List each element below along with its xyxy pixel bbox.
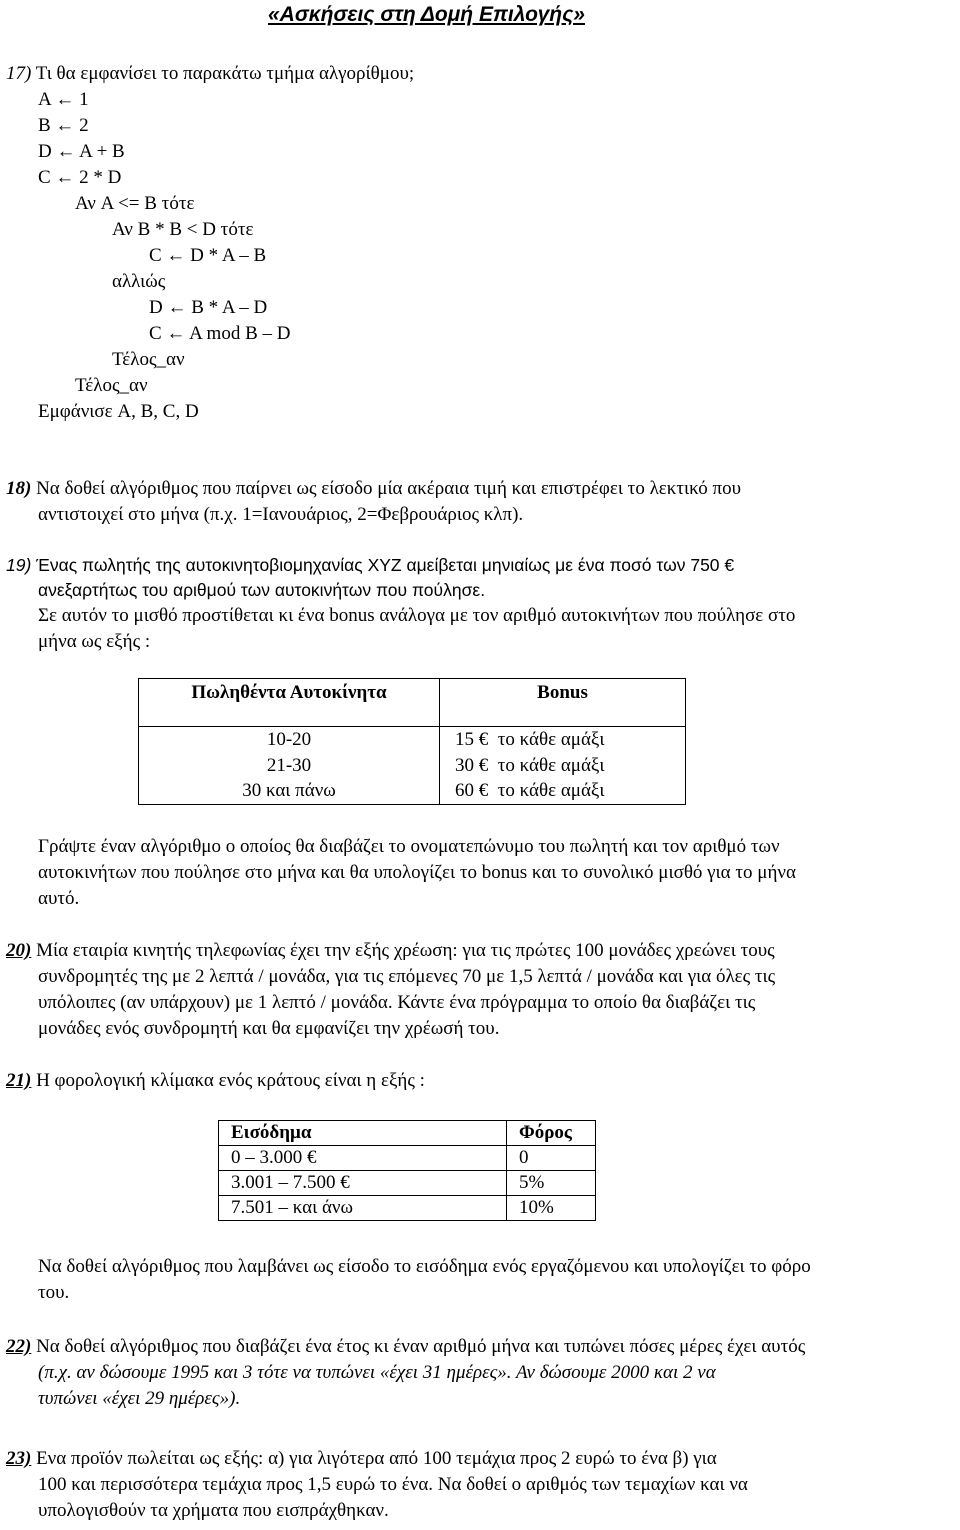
exercise-23-text-3: υπολογισθούν τα χρήματα που εισπράχθηκαν. — [38, 1500, 389, 1521]
bonus-table-cell — [440, 727, 686, 753]
code-line-5: Αν A <= B τότε — [75, 193, 195, 214]
bonus-table — [138, 678, 686, 805]
exercise-20-text-3: υπόλοιπες (αν υπάρχουν) με 1 λεπτό / μονάδα. Κάντε ένα πρόγραμμα το οποίο θα διαβάζει τις — [38, 992, 756, 1013]
exercise-19-text-3: Σε αυτόν το μισθό προστίθεται κι ένα bonus ανάλογα με τον αριθμό αυτοκινήτων που πούλησε στο — [38, 605, 796, 626]
exercise-19-after-1: Γράψτε έναν αλγόριθμο ο οποίος θα διαβάζει το ονοματεπώνυμο του πωλητή και τον αριθμό των — [38, 836, 780, 857]
exercise-21-number: 21) — [6, 1070, 32, 1091]
code-line-6: Αν B * B < D τότε — [112, 219, 254, 240]
tax-table-header-tax: Φόρος — [507, 1121, 596, 1146]
exercise-18-line-1 — [6, 476, 741, 502]
exercise-17-text: Τι θα εμφανίσει το παρακάτω τμήμα αλγορίθμου; — [35, 63, 415, 84]
code-line-2: B ← 2 — [38, 115, 89, 136]
code-line-12: Τέλος_αν — [75, 375, 148, 396]
page-title: «Ασκήσεις στη Δομή Επιλογής» — [268, 3, 585, 26]
exercise-20-text-1: Μία εταιρία κινητής τηλεφωνίας έχει την εξής χρέωση: για τις πρώτες 100 μονάδες χρεώνει τους — [36, 940, 775, 961]
code-line-7: C ← D * A – B — [149, 245, 267, 266]
tax-table-cell: 7.501 – και άνω — [219, 1196, 507, 1221]
exercise-23-number: 23) — [6, 1448, 32, 1469]
tax-table-header-income: Εισόδημα — [219, 1121, 507, 1146]
exercise-21-after-1: Να δοθεί αλγόριθμος που λαμβάνει ως είσοδο το εισόδημα ενός εργαζόμενου και υπολογίζει το φόρο — [38, 1256, 811, 1277]
exercise-19-line-1 — [6, 552, 734, 578]
exercise-22-text-1: Να δοθεί αλγόριθμος που διαβάζει ένα έτος κι έναν αριθμό μήνα και τυπώνει πόσες μέρες έχει αυτός — [36, 1336, 806, 1357]
exercise-21-after-2: του. — [38, 1282, 70, 1303]
bonus-table-cell: 10-20 — [139, 727, 440, 753]
tax-table-cell: 0 — [507, 1146, 596, 1171]
exercise-19-after-3: αυτό. — [38, 888, 80, 909]
exercise-17-number: 17) — [6, 63, 32, 84]
exercise-19-text-4: μήνα ως εξής : — [38, 631, 151, 652]
code-line-8: αλλιώς — [112, 271, 166, 292]
bonus-table-header-cars: Πωληθέντα Αυτοκίνητα — [139, 679, 440, 727]
exercise-21-text-1: Η φορολογική κλίμακα ενός κράτους είναι η εξής : — [36, 1070, 425, 1091]
code-line-13: Εμφάνισε A, B, C, D — [38, 401, 199, 422]
code-line-3: D ← A + B — [38, 141, 125, 162]
exercise-22-text-2: (π.χ. αν δώσουμε 1995 και 3 τότε να τυπώνει «έχει 31 ημέρες». Αν δώσουμε 2000 και 2 να — [38, 1362, 716, 1383]
code-line-10: C ← A mod B – D — [149, 323, 291, 344]
exercise-17-question — [6, 61, 414, 87]
exercise-23-line-1 — [6, 1446, 717, 1472]
tax-table-cell: 3.001 – 7.500 € — [219, 1171, 507, 1196]
tax-table-cell: 10% — [507, 1196, 596, 1221]
exercise-23-text-1: Ενα προϊόν πωλείται ως εξής: α) για λιγότερα από 100 τεμάχια προς 2 ευρώ το ένα β) για — [36, 1448, 717, 1469]
bonus-unit: το κάθε αμάξι — [497, 754, 605, 776]
exercise-20-number: 20) — [6, 940, 32, 961]
exercise-20-text-4: μονάδες ενός συνδρομητή και θα εμφανίζει την χρέωσή του. — [38, 1018, 500, 1039]
tax-table-cell: 5% — [507, 1171, 596, 1196]
bonus-unit: το κάθε αμάξι — [497, 780, 605, 802]
code-line-11: Τέλος_αν — [112, 349, 185, 370]
bonus-amount: 15 € — [455, 728, 489, 750]
tax-table — [218, 1120, 596, 1221]
bonus-table-header-bonus: Bonus — [440, 679, 686, 727]
exercise-19-text-2: ανεξαρτήτως του αριθμού των αυτοκινήτων που πούλησε. — [38, 580, 486, 600]
exercise-18-number: 18) — [6, 478, 32, 499]
bonus-table-cell: 30 και πάνω — [139, 779, 440, 805]
exercise-18-text-1: Να δοθεί αλγόριθμος που παίρνει ως είσοδο μία ακέραια τιμή και επιστρέφει το λεκτικό που — [36, 478, 741, 499]
exercise-22-line-1 — [6, 1334, 805, 1360]
bonus-table-cell — [440, 779, 686, 805]
code-line-9: D ← B * A – D — [149, 297, 268, 318]
code-line-4: C ← 2 * D — [38, 167, 122, 188]
exercise-22-text-3: τυπώνει «έχει 29 ημέρες»). — [38, 1388, 241, 1409]
exercise-19-after-2: αυτοκινήτων που πούλησε στο μήνα και θα υπολογίζει το bonus και το συνολικό μισθό για το μήνα — [38, 862, 796, 883]
tax-table-cell: 0 – 3.000 € — [219, 1146, 507, 1171]
bonus-amount: 60 € — [455, 780, 489, 802]
bonus-table-cell — [440, 753, 686, 779]
exercise-22-number: 22) — [6, 1336, 32, 1357]
exercise-19-number: 19) — [6, 555, 32, 575]
exercise-20-text-2: συνδρομητές της με 2 λεπτά / μονάδα, για τις επόμενες 70 με 1,5 λεπτά / μονάδα και για όλες τις — [38, 966, 776, 987]
exercise-18-text-2: αντιστοιχεί στο μήνα (π.χ. 1=Ιανουάριος, 2=Φεβρουάριος κλπ). — [38, 504, 524, 525]
exercise-21-line-1 — [6, 1068, 425, 1094]
code-line-1: A ← 1 — [38, 89, 89, 110]
bonus-amount: 30 € — [455, 754, 489, 776]
exercise-23-text-2: 100 και περισσότερα τεμάχια προς 1,5 ευρώ το ένα. Να δοθεί ο αριθμός των τεμαχίων και να — [38, 1474, 748, 1495]
exercise-20-line-1 — [6, 938, 775, 964]
bonus-table-cell: 21-30 — [139, 753, 440, 779]
bonus-unit: το κάθε αμάξι — [497, 728, 605, 750]
exercise-19-text-1: Ένας πωλητής της αυτοκινητοβιομηχανίας XYZ αμείβεται μηνιαίως με ένα ποσό των 750 € — [36, 555, 735, 575]
